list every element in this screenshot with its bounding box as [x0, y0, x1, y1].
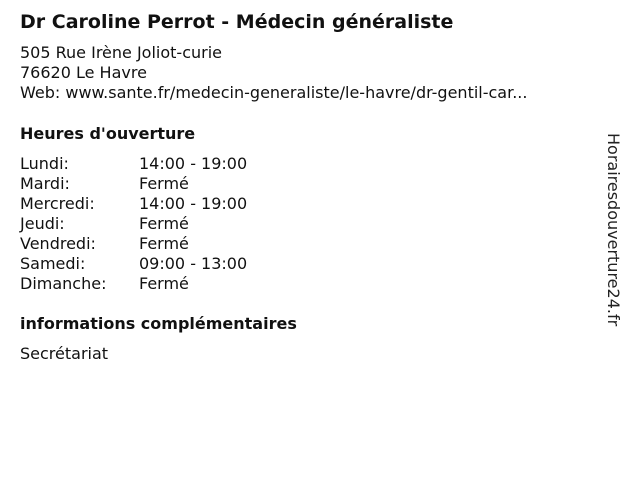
hours-day: Lundi:	[20, 154, 69, 173]
hours-row-monday	[20, 154, 247, 174]
site-watermark: Horairesdouverture24.fr	[604, 133, 623, 327]
hours-day: Mercredi:	[20, 194, 95, 213]
address-block	[20, 43, 527, 103]
city-address: 76620 Le Havre	[20, 63, 147, 82]
hours-day: Jeudi:	[20, 214, 65, 233]
opening-hours-heading: Heures d'ouverture	[20, 124, 196, 143]
page-title: Dr Caroline Perrot - Médecin généraliste	[20, 11, 454, 33]
hours-time: Fermé	[139, 234, 189, 253]
additional-info-heading: informations complémentaires	[20, 314, 297, 333]
hours-day: Vendredi:	[20, 234, 96, 253]
hours-day: Mardi:	[20, 174, 70, 193]
hours-time: 09:00 - 13:00	[139, 254, 248, 273]
hours-row-thursday	[20, 214, 247, 234]
opening-hours-table	[20, 154, 247, 294]
hours-time: 14:00 - 19:00	[139, 154, 248, 173]
hours-row-tuesday	[20, 174, 247, 194]
hours-time: Fermé	[139, 174, 189, 193]
hours-day: Samedi:	[20, 254, 86, 273]
hours-row-sunday	[20, 274, 247, 294]
street-address: 505 Rue Irène Joliot-curie	[20, 43, 222, 62]
hours-time: 14:00 - 19:00	[139, 194, 248, 213]
hours-row-friday	[20, 234, 247, 254]
hours-day: Dimanche:	[20, 274, 107, 293]
hours-row-saturday	[20, 254, 247, 274]
hours-row-wednesday	[20, 194, 247, 214]
website-link[interactable]: Web: www.sante.fr/medecin-generaliste/le-havre/dr-gentil-car...	[20, 83, 528, 102]
additional-info-text: Secrétariat	[20, 344, 109, 363]
hours-time: Fermé	[139, 274, 189, 293]
hours-time: Fermé	[139, 214, 189, 233]
